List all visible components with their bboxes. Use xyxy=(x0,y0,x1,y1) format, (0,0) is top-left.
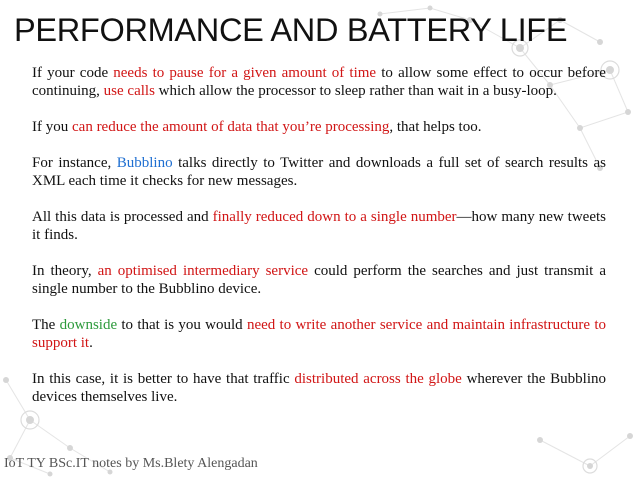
slide-footer: IoT TY BSc.IT notes by Ms.Blety Alengadan xyxy=(4,456,258,471)
highlight-red: distributed across the globe xyxy=(294,371,462,387)
highlight-blue: Bubblino xyxy=(116,155,173,171)
slide-title: PERFORMANCE AND BATTERY LIFE xyxy=(14,12,568,48)
highlight-red: needs to pause for a given amount of time xyxy=(113,65,377,81)
paragraph-reduce-data: If you can reduce the amount of data that you’re processing, that helps too. xyxy=(32,119,482,135)
highlight-red: an optimised intermediary service xyxy=(97,263,309,279)
paragraph-bubblino-example: For instance, Bubblino talks directly to Twitter and downloads a full set of search results as XML each time it checks for new messages. xyxy=(32,155,607,189)
highlight-red: finally reduced down to a single number xyxy=(212,209,457,225)
highlight-red: can reduce the amount of data that you’re processing xyxy=(72,119,390,135)
paragraph-downside: The downside to that is you would need to write another service and maintain infrastructure to support it. xyxy=(32,317,607,351)
paragraph-intermediary-service: In theory, an optimised intermediary service could perform the searches and just transmit a single number to the Bubblino device. xyxy=(32,263,607,297)
paragraph-sleep-calls: If your code needs to pause for a given amount of time to allow some effect to occur before continuing, use calls which allow the processor to sleep rather than wait in a busy-loop. xyxy=(32,65,606,99)
slide-body xyxy=(32,64,606,424)
highlight-red: use calls xyxy=(103,83,155,99)
highlight-green: downside xyxy=(59,317,118,333)
paragraph-single-number: All this data is processed and finally reduced down to a single number—how many new tweets it finds. xyxy=(32,209,607,243)
highlight-red: need to write another service and maintain infrastructure to support it xyxy=(32,317,607,351)
paragraph-distributed: In this case, it is better to have that traffic distributed across the globe wherever the Bubblino devices themselves live. xyxy=(32,371,606,405)
